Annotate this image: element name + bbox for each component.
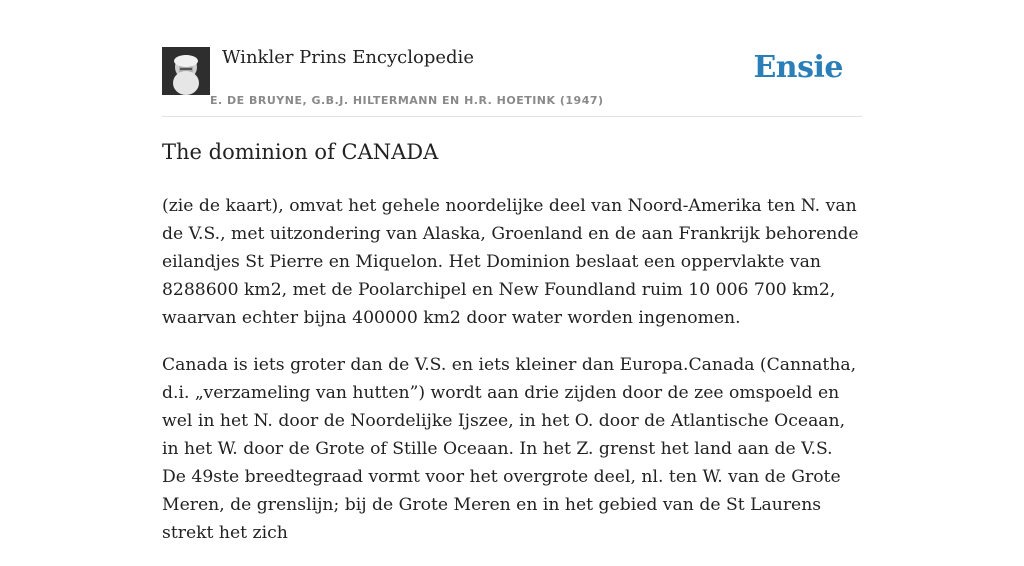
publication-authors: E. DE BRUYNE, G.B.J. HILTERMANN EN H.R. HOETINK (1947) — [210, 94, 604, 107]
article-paragraph-2: Canada is iets groter dan de V.S. en iets kleiner dan Europa.Canada (Cannatha, d.i. „verzameling van hutten”) wordt aan drie zijden door de zee omspoeld en wel in het N. door de Noordelijke Ijszee, in het O. door de Atlantische Oceaan, in het W. door de Grote of Stille Oceaan. In het Z. grenst het land aan de V.S. De 49ste breedtegraad vormt voor het overgrote deel, nl. ten W. van de Grote Meren, de grenslijn; bij de Grote Meren en in het gebied van de St Laurens strekt het zich — [162, 355, 857, 543]
publication-title[interactable]: Winkler Prins Encyclopedie — [222, 47, 474, 68]
article-title: The dominion of CANADA — [162, 140, 439, 164]
article-paragraph-1: (zie de kaart), omvat het gehele noordelijke deel van Noord-Amerika ten N. van de V.S., met uitzondering van Alaska, Groenland en de aan Frankrijk behorende eilandjes St Pierre en Miquelon. Het Dominion beslaat een oppervlakte van 8288600 km2, met de Poolarchipel en New Foundland ruim 10 006 700 km2, waarvan echter bijna 400000 km2 door water worden ingenomen. — [162, 196, 859, 328]
publication-header — [162, 44, 862, 117]
portrait-photo-icon — [162, 47, 210, 95]
article-body — [162, 192, 862, 566]
ensie-logo[interactable]: Ensie — [753, 50, 843, 85]
author-avatar[interactable] — [162, 47, 210, 95]
